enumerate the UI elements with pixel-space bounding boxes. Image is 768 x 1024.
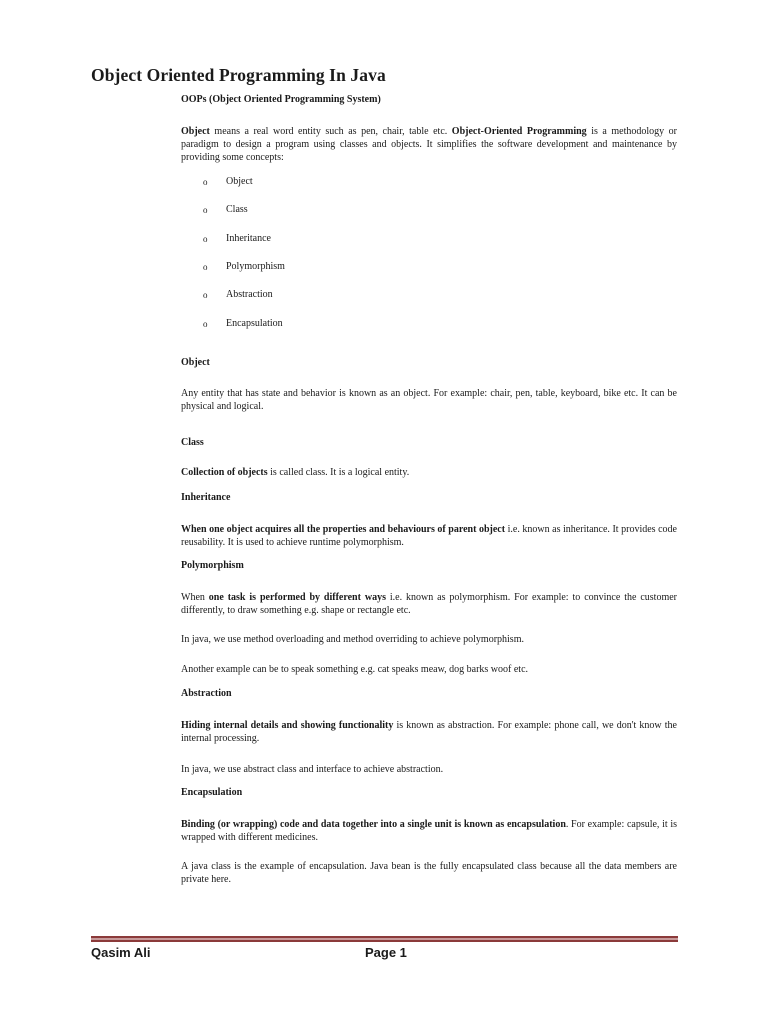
bullet-marker: o xyxy=(203,262,208,272)
encapsulation-bold: Binding (or wrapping) code and data together into a single unit is known as encapsulation xyxy=(181,819,566,830)
heading-abstraction: Abstraction xyxy=(181,688,232,699)
abstraction-bold: Hiding internal details and showing functionality xyxy=(181,720,394,731)
intro-bold-object: Object xyxy=(181,126,210,137)
concept-item: Class xyxy=(226,204,248,215)
bullet-marker: o xyxy=(203,177,208,187)
encapsulation-paragraph-2: A java class is the example of encapsulation. Java bean is the fully encapsulated class because all the data members are private here. xyxy=(181,861,677,885)
heading-inheritance: Inheritance xyxy=(181,492,231,503)
inheritance-paragraph xyxy=(181,523,677,549)
inheritance-text: i.e. known as inheritance. It provides code reusability. It is used to achieve runtime polymorphism. xyxy=(181,524,677,548)
intro-text-1: means a real word entity such as pen, chair, table etc. xyxy=(209,126,452,137)
footer-author: Qasim Ali xyxy=(91,945,151,960)
concept-item: Object xyxy=(226,176,253,187)
polymorphism-paragraph-2: In java, we use method overloading and method overriding to achieve polymorphism. xyxy=(181,634,524,645)
footer-rule-inner xyxy=(91,938,678,940)
bullet-marker: o xyxy=(203,234,208,244)
polymorphism-paragraph-3: Another example can be to speak something e.g. cat speaks meaw, dog barks woof etc. xyxy=(181,664,529,675)
polymorphism-text: i.e. known as polymorphism. For example: to convince the customer differently, to draw something e.g. shape or rectangle etc. xyxy=(181,592,677,616)
encapsulation-text: . For example: capsule, it is wrapped with different medicines. xyxy=(181,819,677,843)
encapsulation-paragraph-1 xyxy=(181,818,677,844)
abstraction-text: is known as abstraction. For example: phone call, we don't know the internal processing. xyxy=(181,720,677,744)
heading-encapsulation: Encapsulation xyxy=(181,787,243,798)
object-paragraph: Any entity that has state and behavior is known as an object. For example: chair, pen, table, keyboard, bike etc. It can be physical and logical. xyxy=(181,388,677,412)
concept-item: Encapsulation xyxy=(226,318,283,329)
concept-item: Polymorphism xyxy=(226,261,285,272)
polymorphism-paragraph-1 xyxy=(181,591,677,617)
intro-paragraph xyxy=(181,125,677,164)
abstraction-paragraph-1 xyxy=(181,719,677,745)
intro-text-2: is a methodology or paradigm to design a program using classes and objects. It simplifies the software development and maintenance by providing some concepts: xyxy=(181,126,677,163)
class-bold: Collection of objects xyxy=(181,467,268,478)
bullet-marker: o xyxy=(203,290,208,300)
polymorphism-bold: one task is performed by different ways xyxy=(208,592,386,603)
abstraction-paragraph-2: In java, we use abstract class and interface to achieve abstraction. xyxy=(181,764,444,775)
heading-polymorphism: Polymorphism xyxy=(181,560,244,571)
document-subtitle: OOPs (Object Oriented Programming System) xyxy=(181,94,381,105)
class-paragraph xyxy=(181,466,677,479)
heading-class: Class xyxy=(181,437,204,448)
footer-page-number: Page 1 xyxy=(365,945,407,960)
inheritance-bold: When one object acquires all the properties and behaviours of parent object xyxy=(181,524,506,535)
class-text: is called class. It is a logical entity. xyxy=(267,467,410,478)
intro-bold-oop: Object-Oriented Programming xyxy=(451,126,587,137)
document-title: Object Oriented Programming In Java xyxy=(91,65,386,85)
polymorphism-pre: When xyxy=(181,592,209,603)
heading-object: Object xyxy=(181,357,210,368)
concept-item: Inheritance xyxy=(226,233,271,244)
concept-item: Abstraction xyxy=(226,289,273,300)
bullet-marker: o xyxy=(203,319,208,329)
bullet-marker: o xyxy=(203,205,208,215)
